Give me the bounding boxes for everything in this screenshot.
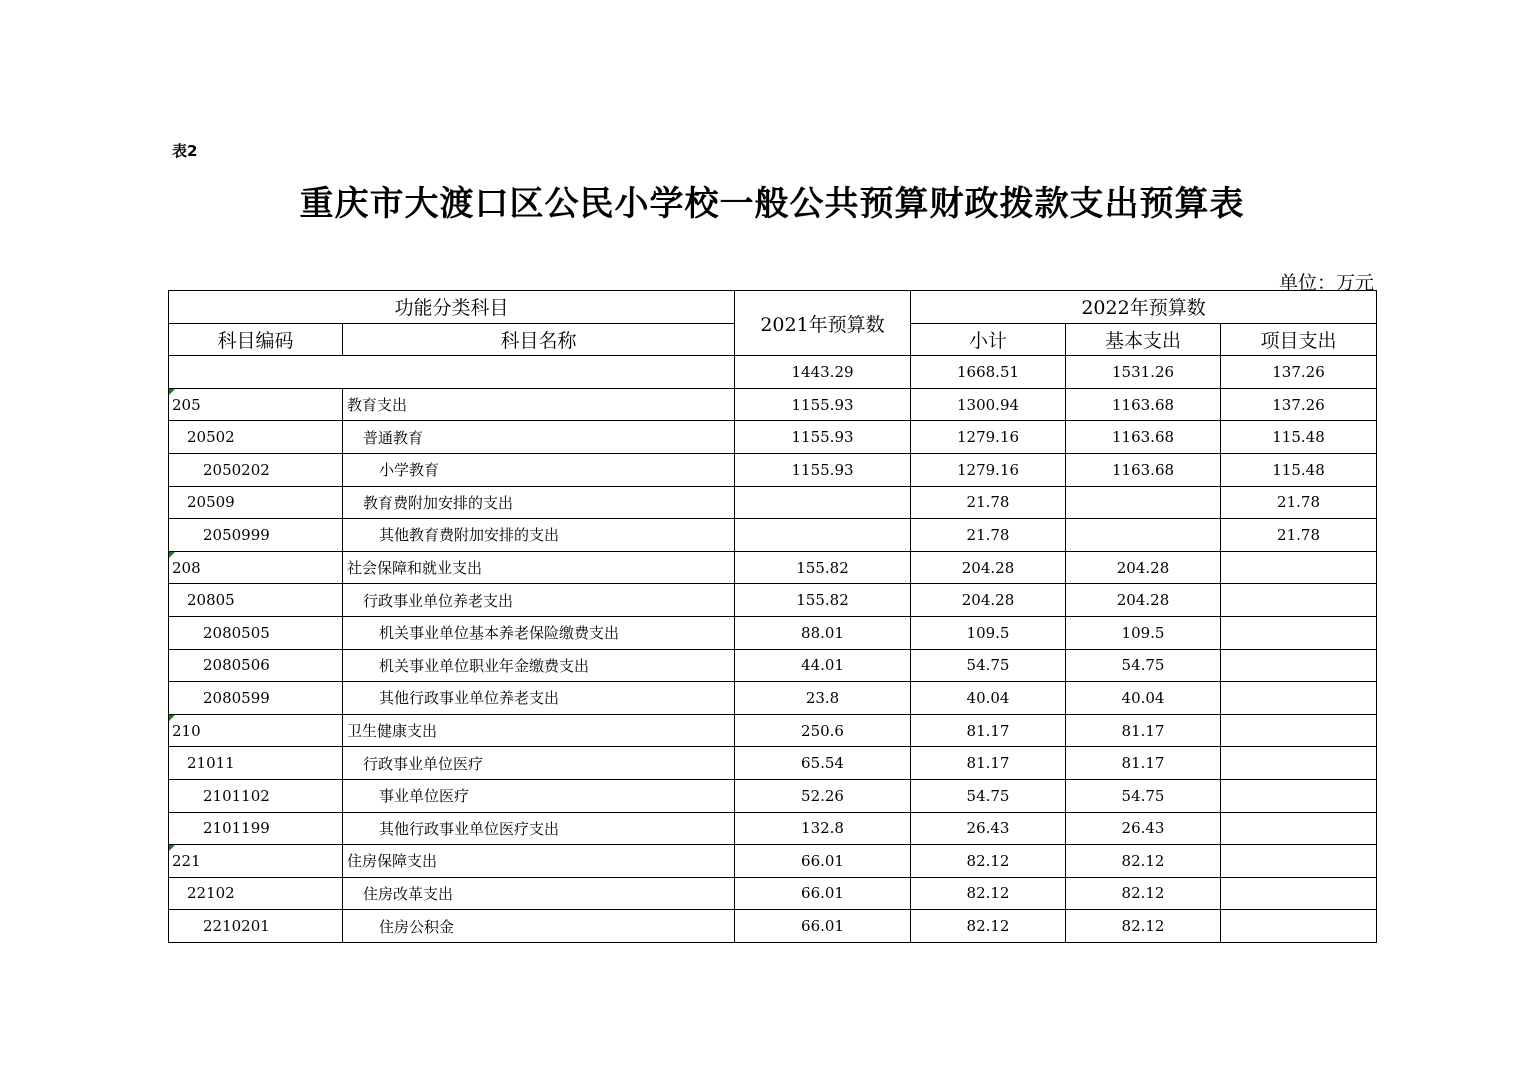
basic-value [1066,486,1221,519]
table-row [169,747,1377,780]
table-row [169,812,1377,845]
basic-value: 82.12 [1066,910,1221,943]
budget-2021-value: 66.01 [735,845,911,878]
subject-code: 20509 [169,486,343,519]
subject-code [169,845,343,878]
project-value [1221,877,1377,910]
basic-value: 1163.68 [1066,453,1221,486]
subject-name: 小学教育 [343,453,735,486]
budget-2021-value: 1155.93 [735,421,911,454]
project-value [1221,682,1377,715]
subject-name: 社会保障和就业支出 [343,551,735,584]
total-label-cell [169,356,735,389]
unit-label: 单位：万元 [1278,272,1374,294]
subtotal-value: 204.28 [911,551,1066,584]
basic-value: 1163.68 [1066,388,1221,421]
project-value: 21.78 [1221,486,1377,519]
table-row [169,682,1377,715]
table-number: 表2 [172,142,198,160]
subject-name: 住房保障支出 [343,845,735,878]
project-value [1221,845,1377,878]
subtotal-value: 82.12 [911,910,1066,943]
header-name: 科目名称 [343,323,735,356]
subject-name: 卫生健康支出 [343,714,735,747]
subtotal-value: 81.17 [911,714,1066,747]
subject-name: 其他教育费附加安排的支出 [343,519,735,552]
subject-name: 教育支出 [343,388,735,421]
budget-2021-value: 88.01 [735,616,911,649]
table-row [169,910,1377,943]
subject-code: 2050202 [169,453,343,486]
subtotal-value: 81.17 [911,747,1066,780]
subject-code: 2050999 [169,519,343,552]
subtotal-value: 21.78 [911,486,1066,519]
budget-2021-value: 1155.93 [735,388,911,421]
total-row [169,356,1377,389]
project-value [1221,584,1377,617]
project-value: 115.48 [1221,421,1377,454]
total-basic: 1531.26 [1066,356,1221,389]
subtotal-value: 1279.16 [911,453,1066,486]
budget-2021-value [735,486,911,519]
project-value [1221,812,1377,845]
basic-value: 109.5 [1066,616,1221,649]
subject-name: 其他行政事业单位医疗支出 [343,812,735,845]
table-row [169,388,1377,421]
subtotal-value: 54.75 [911,779,1066,812]
table-row [169,714,1377,747]
header-code: 科目编码 [169,323,343,356]
budget-2021-value: 44.01 [735,649,911,682]
basic-value: 1163.68 [1066,421,1221,454]
subject-code-text: 208 [172,558,201,577]
subject-code [169,388,343,421]
subject-name: 行政事业单位养老支出 [343,584,735,617]
project-value: 21.78 [1221,519,1377,552]
budget-2021-value: 52.26 [735,779,911,812]
subject-code-text: 210 [172,721,201,740]
subject-name: 行政事业单位医疗 [343,747,735,780]
subtotal-value: 26.43 [911,812,1066,845]
basic-value: 40.04 [1066,682,1221,715]
subject-name: 机关事业单位基本养老保险缴费支出 [343,616,735,649]
budget-2021-value: 155.82 [735,584,911,617]
subject-code: 22102 [169,877,343,910]
subject-code: 2080506 [169,649,343,682]
basic-value: 204.28 [1066,551,1221,584]
budget-2021-value: 66.01 [735,910,911,943]
subject-code-text: 221 [172,851,201,870]
basic-value: 54.75 [1066,779,1221,812]
project-value [1221,779,1377,812]
basic-value [1066,519,1221,552]
subject-code [169,714,343,747]
budget-2021-value: 65.54 [735,747,911,780]
table-row [169,779,1377,812]
header-budget-2021: 2021年预算数 [735,291,911,356]
budget-table [168,290,1377,943]
header-func-class: 功能分类科目 [169,291,735,324]
basic-value: 204.28 [1066,584,1221,617]
subject-name: 机关事业单位职业年金缴费支出 [343,649,735,682]
basic-value: 81.17 [1066,747,1221,780]
subtotal-value: 40.04 [911,682,1066,715]
subtotal-value: 109.5 [911,616,1066,649]
table-row [169,551,1377,584]
project-value [1221,616,1377,649]
project-value: 115.48 [1221,453,1377,486]
table-row [169,453,1377,486]
basic-value: 81.17 [1066,714,1221,747]
table-row [169,486,1377,519]
header-subtotal: 小计 [911,323,1066,356]
subject-code: 2210201 [169,910,343,943]
subject-code: 2101102 [169,779,343,812]
basic-value: 82.12 [1066,845,1221,878]
table-row [169,649,1377,682]
table-row [169,845,1377,878]
project-value [1221,910,1377,943]
project-value: 137.26 [1221,388,1377,421]
table-row [169,519,1377,552]
subject-code: 2080505 [169,616,343,649]
cell-comment-marker-icon [169,715,175,721]
subject-name: 普通教育 [343,421,735,454]
subtotal-value: 21.78 [911,519,1066,552]
table-row [169,584,1377,617]
budget-2021-value: 132.8 [735,812,911,845]
budget-2021-value: 155.82 [735,551,911,584]
subject-name: 住房改革支出 [343,877,735,910]
project-value [1221,747,1377,780]
cell-comment-marker-icon [169,389,175,395]
subtotal-value: 82.12 [911,877,1066,910]
basic-value: 26.43 [1066,812,1221,845]
total-subtotal: 1668.51 [911,356,1066,389]
subtotal-value: 54.75 [911,649,1066,682]
total-2021: 1443.29 [735,356,911,389]
subtotal-value: 1300.94 [911,388,1066,421]
subject-code: 20502 [169,421,343,454]
budget-2021-value: 250.6 [735,714,911,747]
subtotal-value: 1279.16 [911,421,1066,454]
subject-code: 21011 [169,747,343,780]
subject-code: 2080599 [169,682,343,715]
cell-comment-marker-icon [169,845,175,851]
subtotal-value: 204.28 [911,584,1066,617]
cell-comment-marker-icon [169,552,175,558]
budget-2021-value: 66.01 [735,877,911,910]
subtotal-value: 82.12 [911,845,1066,878]
page-title: 重庆市大渡口区公民小学校一般公共预算财政拨款支出预算表 [299,184,1245,224]
table-row [169,616,1377,649]
subject-name: 住房公积金 [343,910,735,943]
subject-code: 2101199 [169,812,343,845]
budget-2021-value: 23.8 [735,682,911,715]
basic-value: 54.75 [1066,649,1221,682]
subject-code [169,551,343,584]
subject-name: 教育费附加安排的支出 [343,486,735,519]
header-budget-2022: 2022年预算数 [911,291,1377,324]
project-value [1221,649,1377,682]
project-value [1221,714,1377,747]
budget-2021-value: 1155.93 [735,453,911,486]
table-row [169,421,1377,454]
budget-2021-value [735,519,911,552]
project-value [1221,551,1377,584]
subject-code: 20805 [169,584,343,617]
subject-name: 其他行政事业单位养老支出 [343,682,735,715]
basic-value: 82.12 [1066,877,1221,910]
total-project: 137.26 [1221,356,1377,389]
table-row [169,877,1377,910]
header-project: 项目支出 [1221,323,1377,356]
subject-code-text: 205 [172,395,201,414]
header-basic: 基本支出 [1066,323,1221,356]
subject-name: 事业单位医疗 [343,779,735,812]
